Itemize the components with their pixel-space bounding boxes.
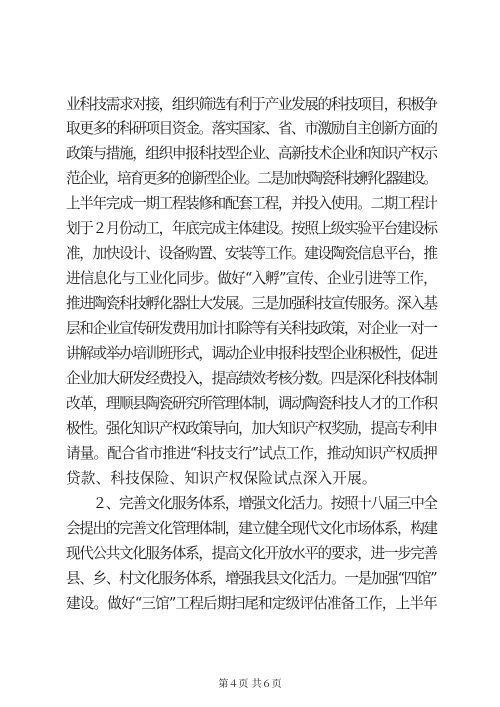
text-line: 准，加快设计、设备购置、安装等工作。建设陶瓷信息平台，推: [66, 245, 437, 262]
text-line: 贷款、科技保险、知识产权保险试点深入开展。: [66, 470, 377, 487]
page-footer: 第４页 共６页: [218, 679, 282, 690]
text-line: 县、乡、村文化服务体系，增强我县文化活力。一是加强“四馆”: [66, 570, 437, 587]
text-line: 建设。做好“三馆”工程后期扫尾和定级评估准备工作，上半年: [66, 595, 437, 612]
text-line: 取更多的科研项目资金。落实国家、省、市激励自主创新方面的: [66, 120, 437, 137]
text-line: 范企业，培育更多的创新型企业。二是加快陶瓷科技孵化器建设。: [66, 170, 436, 187]
text-line: 请量。配合省市推进“科技支行”试点工作，推动知识产权质押: [66, 445, 437, 462]
text-line: 业科技需求对接，组织筛选有利于产业发展的科技项目，积极争: [66, 96, 437, 113]
text-line: 会提出的完善文化管理体制，建立健全现代文化市场体系，构建: [66, 520, 437, 537]
text-line: 上半年完成一期工程装修和配套工程，并投入使用。二期工程计: [66, 195, 437, 212]
text-line: ２、完善文化服务体系，增强文化活力。按照十八届三中全: [66, 495, 437, 512]
text-line: 层和企业宣传研发费用加计扣除等有关科技政策，对企业一对一: [66, 320, 437, 337]
text-line: 极性。强化知识产权政策导向，加大知识产权奖励，提高专利申: [66, 420, 437, 437]
text-line: 现代公共文化服务体系，提高文化开放水平的要求，进一步完善: [66, 545, 437, 562]
text-line: 企业加大研发经费投入，提高绩效考核分数。四是深化科技体制: [66, 370, 437, 387]
text-line: 进信息化与工业化同步。做好“入孵”宣传、企业引进等工作，: [66, 270, 437, 287]
text-line: 讲解或举办培训班形式，调动企业申报科技型企业积极性，促进: [66, 345, 437, 362]
text-line: 划于２月份动工，年底完成主体建设。按照上级实验平台建设标: [66, 220, 437, 237]
text-line: 推进陶瓷科技孵化器壮大发展。三是加强科技宣传服务。深入基: [66, 295, 437, 312]
text-line: 改革，理顺县陶瓷研究所管理体制，调动陶瓷科技人才的工作积: [66, 395, 437, 412]
text-line: 政策与措施，组织申报科技型企业、高新技术企业和知识产权示: [66, 145, 437, 162]
